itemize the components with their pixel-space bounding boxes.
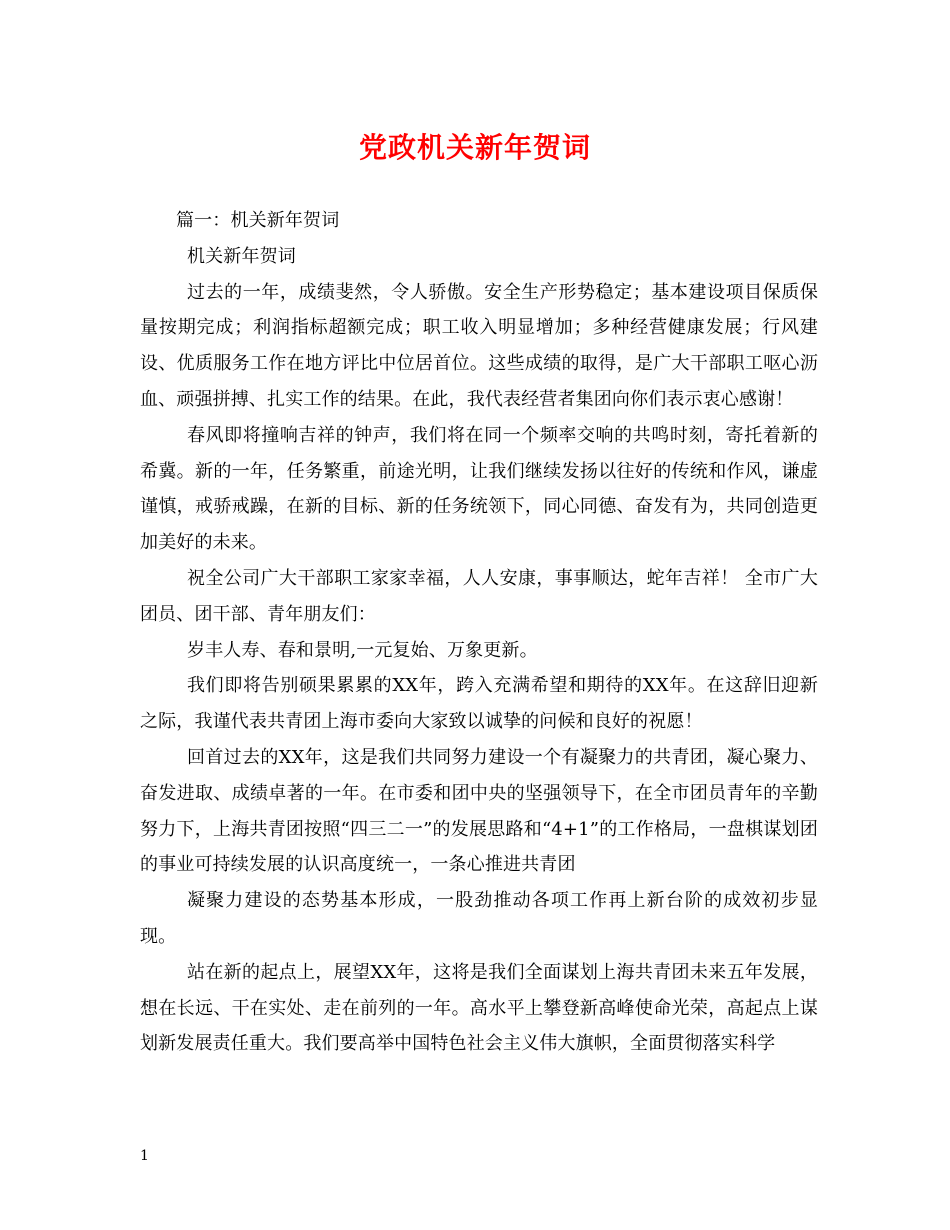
page-number: 1 [140,1148,149,1164]
subheading: 机关新年贺词 [187,245,296,267]
document-title: 党政机关新年贺词 [358,131,591,164]
paragraph: 过去的一年，成绩斐然，令人骄傲。安全生产形势稳定；基本建设项目保质保量按期完成；利润指标超额完成；职工收入明显增加；多种经营健康发展；行风建设、优质服务工作在地方评比中位居首位。这些成绩的取得，是广大干部职工呕心沥血、顽强拼搏、扎实工作的结果。在此，我代表经营者集团向你们表示衷心感谢！ [140,281,818,410]
document-body [140,203,818,1062]
paragraph: 我们即将告别硕果累累的XX年，跨入充满希望和期待的XX年。在这辞旧迎新之际，我谨代表共青团上海市委向大家致以诚挚的问候和良好的祝愿！ [140,675,818,733]
paragraph: 凝聚力建设的态势基本形成，一股劲推动各项工作再上新台阶的成效初步显现。 [140,890,818,947]
paragraph: 回首过去的XX年，这是我们共同努力建设一个有凝聚力的共青团，凝心聚力、奋发进取、成绩卓著的一年。在市委和团中央的坚强领导下，在全市团员青年的辛勤努力下，上海共青团按照“四三二一”的发展思路和“4+1”的工作格局，一盘棋谋划团的事业可持续发展的认识高度统一，一条心推进共青团 [140,746,818,876]
paragraph: 祝全公司广大干部职工家家幸福，人人安康，事事顺达，蛇年吉祥！ 全市广大团员、团干部、青年朋友们： [140,567,818,625]
section-heading: 篇一：机关新年贺词 [176,210,340,231]
paragraph: 岁丰人寿、春和景明,一元复始、万象更新。 [187,639,538,661]
paragraph: 春风即将撞响吉祥的钟声，我们将在同一个频率交响的共鸣时刻，寄托着新的希冀。新的一年，任务繁重，前途光明，让我们继续发扬以往好的传统和作风，谦虚谨慎，戒骄戒躁，在新的目标、新的任务统领下，同心同德、奋发有为，共同创造更加美好的未来。 [140,424,818,554]
paragraph: 站在新的起点上，展望XX年，这将是我们全面谋划上海共青团未来五年发展，想在长远、干在实处、走在前列的一年。高水平上攀登新高峰使命光荣，高起点上谋划新发展责任重大。我们要高举中国特色社会主义伟大旗帜，全面贯彻落实科学 [140,961,818,1055]
